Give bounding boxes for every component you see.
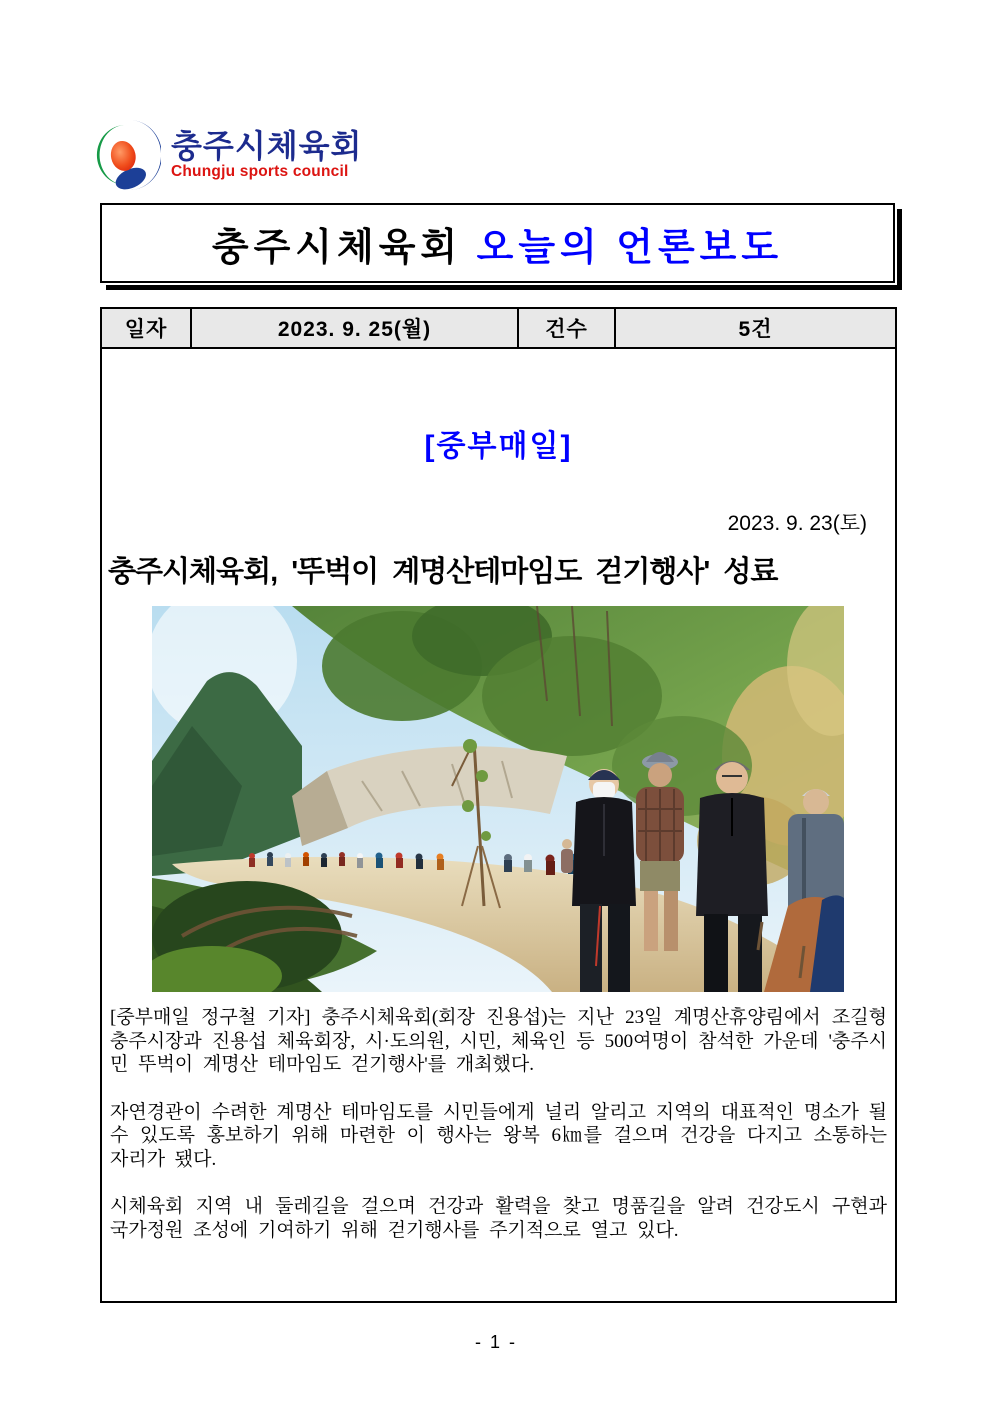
count-label-cell: 건수 <box>517 309 614 347</box>
count-value-cell: 5건 <box>614 309 895 347</box>
council-english-name: Chungju sports council <box>171 163 349 181</box>
article-paragraph-1: [중부매일 정구철 기자] 충주시체육회(회장 진용섭)는 지난 23일 계명산휴양림에서 조길형 충주시장과 진용섭 체육회장, 시·도의원, 시민, 체육인 등 500여명이 참석한 가운데 '충주시민 뚜벅이 계명산 테마임도 걷기행사'를 개최했다. <box>110 1007 887 1075</box>
article-paragraph-2: 자연경관이 수려한 계명산 테마임도를 시민들에게 널리 알리고 지역의 대표적인 명소가 될 수 있도록 홍보하기 위해 마련한 이 행사는 왕복 6㎞를 걸으며 건강을 다지고 소통하는 자리가 됐다. <box>110 1101 887 1170</box>
article-photo <box>152 606 844 992</box>
date-value-cell: 2023. 9. 25(월) <box>190 309 517 347</box>
report-info-table <box>100 307 897 349</box>
council-logo-text <box>171 127 363 181</box>
article-date: 2023. 9. 23(토) <box>727 512 867 535</box>
press-source-heading: [중부매일] <box>424 430 573 463</box>
page-number: - 1 - <box>474 1332 517 1352</box>
date-label-cell: 일자 <box>124 318 168 341</box>
report-title-black: 충주시체육회 <box>211 226 477 269</box>
report-title-banner <box>100 203 895 283</box>
council-korean-name: 충주시체육회 <box>171 127 363 164</box>
article-headline: 충주시체육회, '뚜벅이 계명산테마임도 걷기행사' 성료 <box>108 556 778 588</box>
article-content-box <box>100 349 897 1303</box>
hiking-photo-illustration <box>152 606 844 992</box>
article-paragraph-3: 시체육회 지역 내 둘레길을 걸으며 건강과 활력을 찾고 명품길을 알려 건강도시 구현과 국가정원 조성에 기여하기 위해 걷기행사를 주기적으로 열고 있다. <box>110 1196 887 1241</box>
council-swirl-icon <box>95 118 161 192</box>
council-logo <box>95 118 362 192</box>
report-title-blue: 오늘의 언론보도 <box>476 226 784 269</box>
report-title <box>212 216 783 271</box>
